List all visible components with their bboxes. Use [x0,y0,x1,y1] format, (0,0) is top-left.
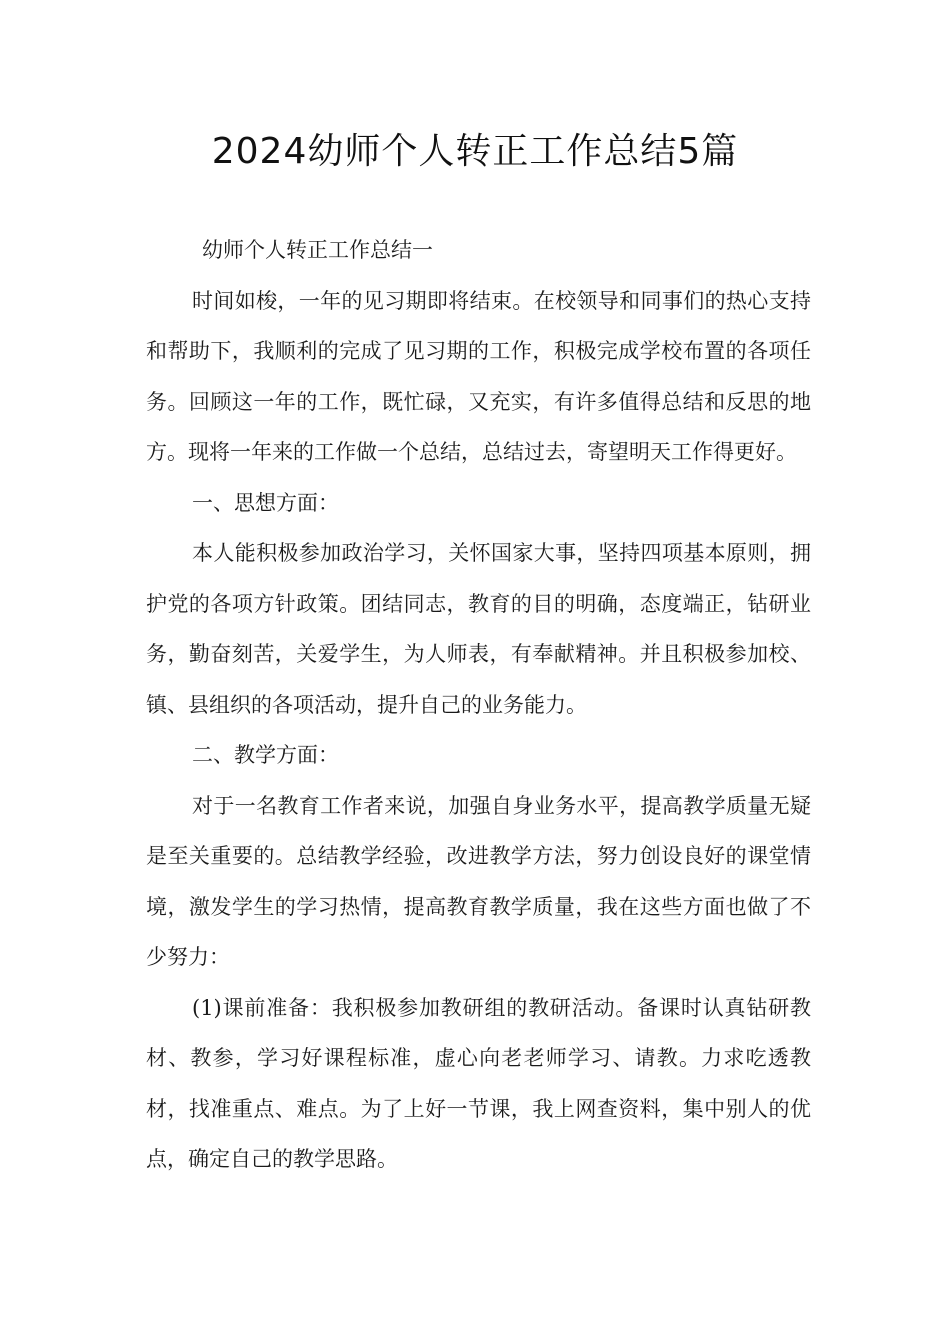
paragraph-lesson-prep: (1)课前准备：我积极参加教研组的教研活动。备课时认真钻研教材、教参，学习好课程标准，虚心向老老师学习、请教。力求吃透教材，找准重点、难点。为了上好一节课，我上网查资料，集中别人的优点，确定自己的教学思路。 [146,995,811,1171]
document-title: 2024幼师个人转正工作总结5篇 [211,131,739,172]
heading-thought: 一、思想方面： [192,490,339,515]
paragraph-intro: 时间如梭，一年的见习期即将结束。在校领导和同事们的热心支持和帮助下，我顺利的完成了见习期的工作，积极完成学校布置的各项任务。回顾这一年的工作，既忙碌，又充实，有许多值得总结和反思的地方。现将一年来的工作做一个总结，总结过去，寄望明天工作得更好。 [146,288,811,464]
section-subtitle: 幼师个人转正工作总结一 [202,238,433,262]
document-body [146,225,811,1185]
heading-teaching: 二、教学方面： [192,743,339,767]
paragraph-teaching: 对于一名教育工作者来说，加强自身业务水平，提高教学质量无疑是至关重要的。总结教学经验，改进教学方法，努力创设良好的课堂情境，激发学生的学习热情，提高教育教学质量，我在这些方面也做了不少努力： [146,793,811,969]
paragraph-thought: 本人能积极参加政治学习，关怀国家大事，坚持四项基本原则，拥护党的各项方针政策。团结同志，教育的目的明确，态度端正，钻研业务，勤奋刻苦，关爱学生，为人师表，有奉献精神。并且积极参加校、镇、县组织的各项活动，提升自己的业务能力。 [146,541,811,717]
